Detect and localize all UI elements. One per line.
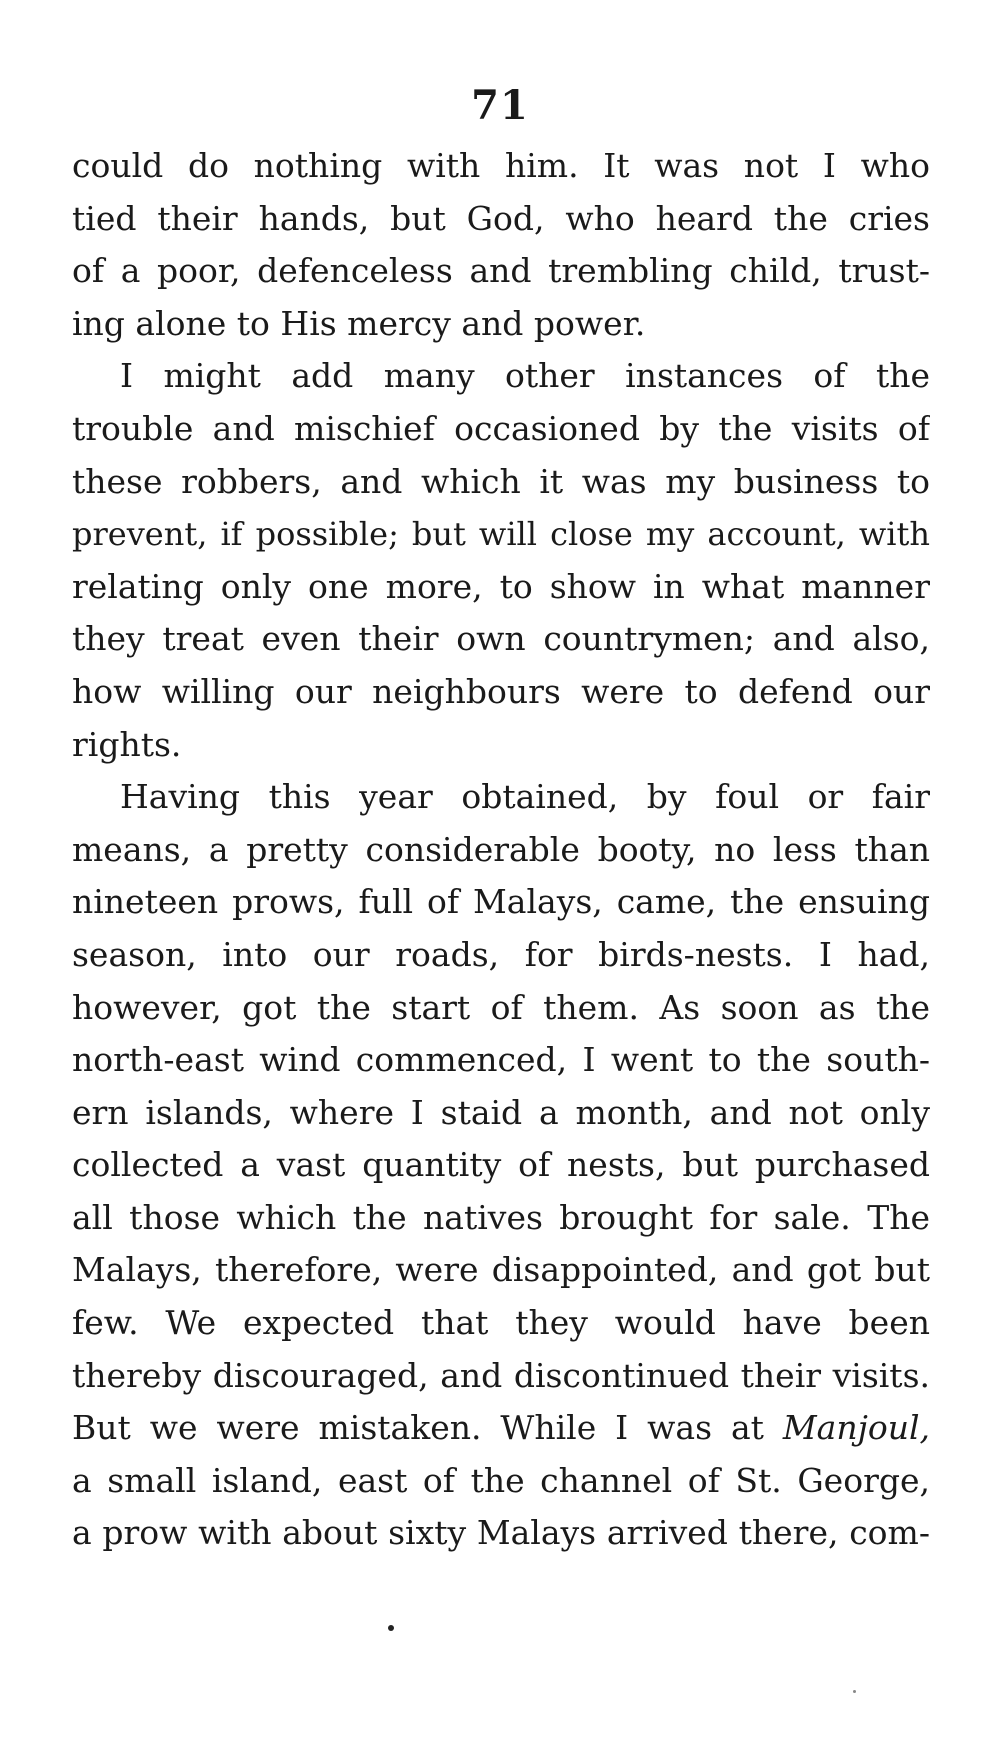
text-line: could do nothing with him. It was not I who — [72, 146, 930, 185]
text-line: tied their hands, but God, who heard the cries — [72, 198, 930, 238]
text-line: these robbers, and which it was my business to — [72, 461, 930, 501]
paragraph-start-line: Having this year obtained, by foul or fair — [120, 777, 930, 817]
text-line: relating only one more, to show in what manner — [72, 566, 930, 606]
text-line: ing alone to His mercy and power. — [72, 303, 646, 343]
paragraph-start-line: I might add many other instances of the — [120, 356, 930, 396]
text-line-with-italic — [72, 1402, 930, 1455]
text-line: thereby discouraged, and discontinued their visits. — [72, 1355, 930, 1395]
text-line: a small island, east of the channel of St. George, — [72, 1460, 930, 1500]
text-line: trouble and mischief occasioned by the visits of — [72, 408, 930, 448]
text-line: season, into our roads, for birds-nests. I had, — [72, 934, 930, 974]
text-line: ern islands, where I staid a month, and not only — [72, 1092, 930, 1132]
body-text — [72, 140, 930, 1560]
text-line: a prow with about sixty Malays arrived there, com- — [72, 1513, 930, 1553]
text-line: nineteen prows, full of Malays, came, the ensuing — [72, 882, 930, 922]
text-line: collected a vast quantity of nests, but purchased — [72, 1145, 930, 1185]
ink-speck-mark — [853, 1690, 856, 1693]
text-line: rights. — [72, 724, 182, 764]
ink-dot-mark — [388, 1625, 394, 1631]
text-line: means, a pretty considerable booty, no less than — [72, 829, 930, 869]
text-line: of a poor, defenceless and trembling child, trust- — [72, 251, 930, 291]
italic-place-name: Manjoul, — [782, 1408, 930, 1448]
text-line: Malays, therefore, were disappointed, and got but — [72, 1250, 930, 1290]
text-line: they treat even their own countrymen; and also, — [72, 619, 930, 659]
text-line: north-east wind commenced, I went to the south- — [72, 1040, 930, 1080]
line-text: But we were mistaken. While I was at — [72, 1408, 783, 1448]
page-number: 71 — [471, 82, 529, 129]
text-line: few. We expected that they would have been — [72, 1303, 930, 1343]
text-line: how willing our neighbours were to defend our — [72, 671, 930, 711]
text-line: all those which the natives brought for sale. The — [72, 1197, 930, 1237]
text-line: however, got the start of them. As soon as the — [72, 987, 930, 1027]
text-line: prevent, if possible; but will close my account, with — [72, 515, 930, 554]
